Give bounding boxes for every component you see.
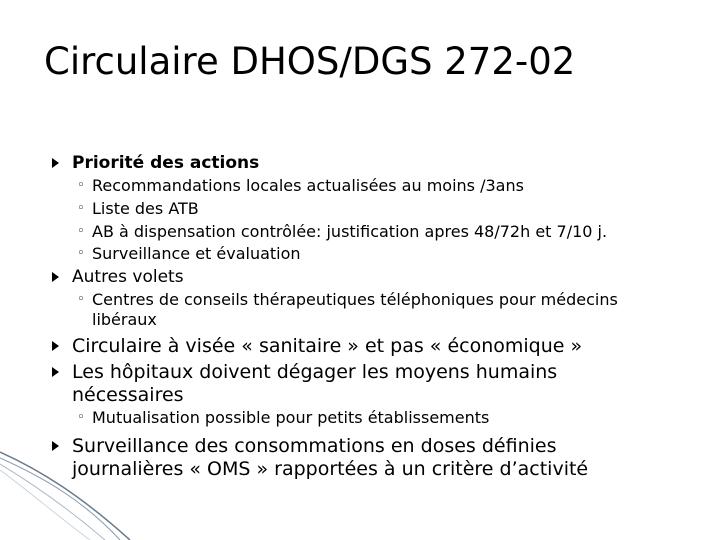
bullet-text: Priorité des actions (72, 153, 260, 173)
sub-bullet-text: Recommandations locales actualisées au moins /3ans (92, 176, 524, 195)
bullet-text: Autres volets (72, 267, 184, 287)
sub-bullet-text: Liste des ATB (92, 199, 199, 218)
sub-bullet-text: Surveillance et évaluation (92, 244, 301, 263)
circle-bullet-icon: ◦ (77, 292, 85, 307)
bullet-text-continued: journalières « OMS » rapportées à un critère d’activité (72, 458, 589, 480)
arrow-bullet-icon (52, 367, 59, 377)
circle-bullet-icon: ◦ (77, 246, 85, 261)
bullet-text-continued: nécessaires (72, 384, 184, 406)
arrow-bullet-icon (52, 158, 59, 168)
bullet-text: Circulaire à visée « sanitaire » et pas « économique » (72, 335, 583, 357)
decorative-sweep-lines (0, 440, 720, 540)
sub-bullet-text: Mutualisation possible pour petits établissements (92, 408, 490, 427)
circle-bullet-icon: ◦ (77, 224, 85, 239)
sub-bullet-text-continued: libéraux (92, 310, 157, 329)
circle-bullet-icon: ◦ (77, 201, 85, 216)
sub-bullet-text: AB à dispensation contrôlée: justification apres 48/72h et 7/10 j. (92, 222, 608, 241)
sub-bullet-text: Centres de conseils thérapeutiques téléphoniques pour médecins (92, 290, 618, 309)
arrow-bullet-icon (52, 341, 59, 351)
bullet-text: Les hôpitaux doivent dégager les moyens humains (72, 361, 558, 383)
circle-bullet-icon: ◦ (77, 410, 85, 425)
bullet-text: Surveillance des consommations en doses définies (72, 435, 557, 457)
arrow-bullet-icon (52, 272, 59, 282)
circle-bullet-icon: ◦ (77, 178, 85, 193)
slide-title: Circulaire DHOS/DGS 272-02 (44, 40, 576, 83)
